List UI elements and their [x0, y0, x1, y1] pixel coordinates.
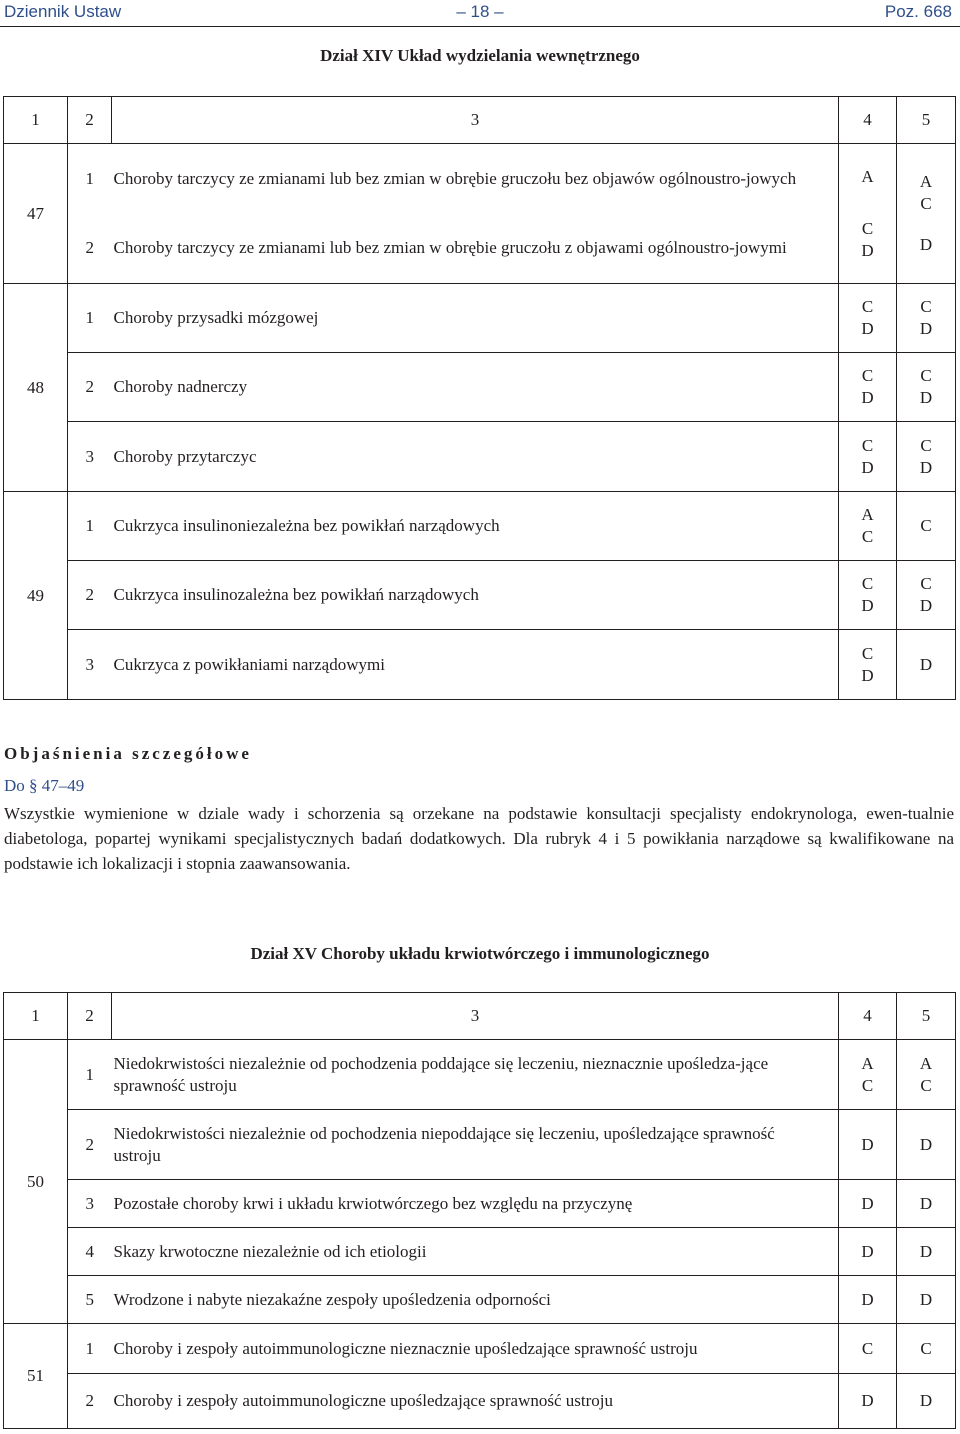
table-row	[4, 561, 956, 630]
row-description: Wrodzone i nabyte niezakaźne zespoły upośledzenia odporności	[112, 1276, 839, 1324]
col4-code: D	[839, 1180, 897, 1228]
row-description: Choroby przysadki mózgowej	[112, 284, 839, 353]
subitem-number: 2	[68, 214, 112, 284]
position-number: Poz. 668	[884, 2, 952, 21]
column-header: 5	[897, 993, 956, 1040]
subitem-number: 1	[68, 492, 112, 561]
col4-code	[839, 144, 897, 284]
table-row	[4, 1040, 956, 1110]
col5-code: C D	[897, 422, 956, 492]
table-row	[4, 1324, 956, 1374]
table-row	[4, 630, 956, 700]
code-letter: D	[919, 235, 933, 254]
subitem-number: 1	[68, 1324, 112, 1374]
col4-code: A C	[839, 1040, 897, 1110]
subitem-number: 1	[68, 284, 112, 353]
row-description: Choroby tarczycy ze zmianami lub bez zmian w obrębie gruczołu bez objawów ogólnoustro-jowych	[112, 144, 839, 214]
col4-code: C D	[839, 561, 897, 630]
row-description: Skazy krwotoczne niezależnie od ich etiologii	[112, 1228, 839, 1276]
column-header: 3	[112, 97, 839, 144]
table-header-row	[4, 993, 956, 1040]
column-header: 4	[839, 993, 897, 1040]
column-header: 1	[4, 97, 68, 144]
col5-code: A C	[897, 1040, 956, 1110]
subitem-number: 1	[68, 1040, 112, 1110]
col4-code: D	[839, 1110, 897, 1180]
subitem-number: 4	[68, 1228, 112, 1276]
table-row	[4, 1374, 956, 1429]
subitem-number: 2	[68, 1110, 112, 1180]
paragraph-number: 48	[4, 284, 68, 492]
table-row	[4, 1180, 956, 1228]
table-row	[4, 492, 956, 561]
col4-code: C	[839, 1324, 897, 1374]
col5-code: C	[897, 492, 956, 561]
table-header-row	[4, 97, 956, 144]
col4-code: D	[839, 1228, 897, 1276]
subitem-number: 2	[68, 561, 112, 630]
subitem-number: 3	[68, 630, 112, 700]
column-header: 2	[68, 993, 112, 1040]
table-row	[4, 353, 956, 422]
col4-code: D	[839, 1276, 897, 1324]
col4-code: D	[839, 1374, 897, 1429]
code-letter: A	[861, 166, 874, 186]
code-letter: C	[861, 218, 874, 238]
subitem-number: 3	[68, 422, 112, 492]
section-15-title: Dział XV Choroby układu krwiotwórczego i immunologicznego	[250, 944, 710, 963]
paragraph-number: 50	[4, 1040, 68, 1324]
subitem-number: 2	[68, 1374, 112, 1429]
paragraph-number: 51	[4, 1324, 68, 1429]
explanations-title: Objaśnienia szczegółowe	[4, 744, 252, 763]
col5-code: C D	[897, 353, 956, 422]
paragraph-number: 47	[4, 144, 68, 284]
explanations-text: Wszystkie wymienione w dziale wady i schorzenia są orzekane na podstawie konsultacji specjalisty endokrynologa, ewen-tualnie diabetologa, popartej wynikami specjalistycznych badań dodatkowych. Dla rubryk 4 i 5 powikłania narządowe są kwalifikowane na podstawie ich lokalizacji i stopnia zaawansowania.	[4, 804, 954, 873]
col4-code: C D	[839, 353, 897, 422]
row-description: Pozostałe choroby krwi i układu krwiotwórczego bez względu na przyczynę	[112, 1180, 839, 1228]
row-description: Cukrzyca insulinoniezależna bez powikłań narządowych	[112, 492, 839, 561]
col4-code: C D	[839, 422, 897, 492]
table-row	[4, 1110, 956, 1180]
row-description: Choroby przytarczyc	[112, 422, 839, 492]
col5-code: D	[897, 1228, 956, 1276]
journal-name: Dziennik Ustaw	[4, 2, 122, 21]
col5-code: D	[897, 1374, 956, 1429]
code-letter: C	[920, 194, 932, 213]
col5-code	[897, 144, 956, 284]
subitem-number: 1	[68, 144, 112, 214]
row-description: Niedokrwistości niezależnie od pochodzenia poddające się leczeniu, nieznacznie upośledza-jące sprawność ustroju	[112, 1040, 839, 1110]
page-number: – 18 –	[456, 2, 504, 21]
column-header: 1	[4, 993, 68, 1040]
col5-code: C	[897, 1324, 956, 1374]
subitem-number: 2	[68, 353, 112, 422]
section-15-table	[3, 992, 956, 1429]
section-14-table	[3, 96, 956, 700]
col4-code: C D	[839, 284, 897, 353]
subitem-number: 3	[68, 1180, 112, 1228]
table-row	[4, 144, 956, 214]
col5-code: C D	[897, 561, 956, 630]
code-letter: A	[919, 172, 933, 191]
column-header: 3	[112, 993, 839, 1040]
col5-code: D	[897, 630, 956, 700]
paragraph-number: 49	[4, 492, 68, 700]
explanations-reference: Do § 47–49	[4, 776, 85, 795]
section-14-title: Dział XIV Układ wydzielania wewnętrznego	[320, 46, 640, 65]
column-header: 2	[68, 97, 112, 144]
col5-code: C D	[897, 284, 956, 353]
header-rule	[0, 26, 960, 27]
table-row	[4, 214, 956, 284]
row-description: Choroby nadnerczy	[112, 353, 839, 422]
table-row	[4, 1228, 956, 1276]
col5-code: D	[897, 1110, 956, 1180]
table-row	[4, 422, 956, 492]
row-description: Cukrzyca insulinozależna bez powikłań narządowych	[112, 561, 839, 630]
col5-code: D	[897, 1276, 956, 1324]
column-header: 5	[897, 97, 956, 144]
col4-code: A C	[839, 492, 897, 561]
column-header: 4	[839, 97, 897, 144]
table-row	[4, 284, 956, 353]
row-description: Choroby i zespoły autoimmunologiczne nieznacznie upośledzające sprawność ustroju	[112, 1324, 839, 1374]
col5-code: D	[897, 1180, 956, 1228]
row-description: Choroby tarczycy ze zmianami lub bez zmian w obrębie gruczołu z objawami ogólnoustro-jowymi	[112, 214, 839, 284]
code-letter: D	[861, 240, 874, 260]
col4-code: C D	[839, 630, 897, 700]
row-description: Niedokrwistości niezależnie od pochodzenia niepoddające się leczeniu, upośledzające sprawność ustroju	[112, 1110, 839, 1180]
row-description: Choroby i zespoły autoimmunologiczne upośledzające sprawność ustroju	[112, 1374, 839, 1429]
table-row	[4, 1276, 956, 1324]
subitem-number: 5	[68, 1276, 112, 1324]
row-description: Cukrzyca z powikłaniami narządowymi	[112, 630, 839, 700]
